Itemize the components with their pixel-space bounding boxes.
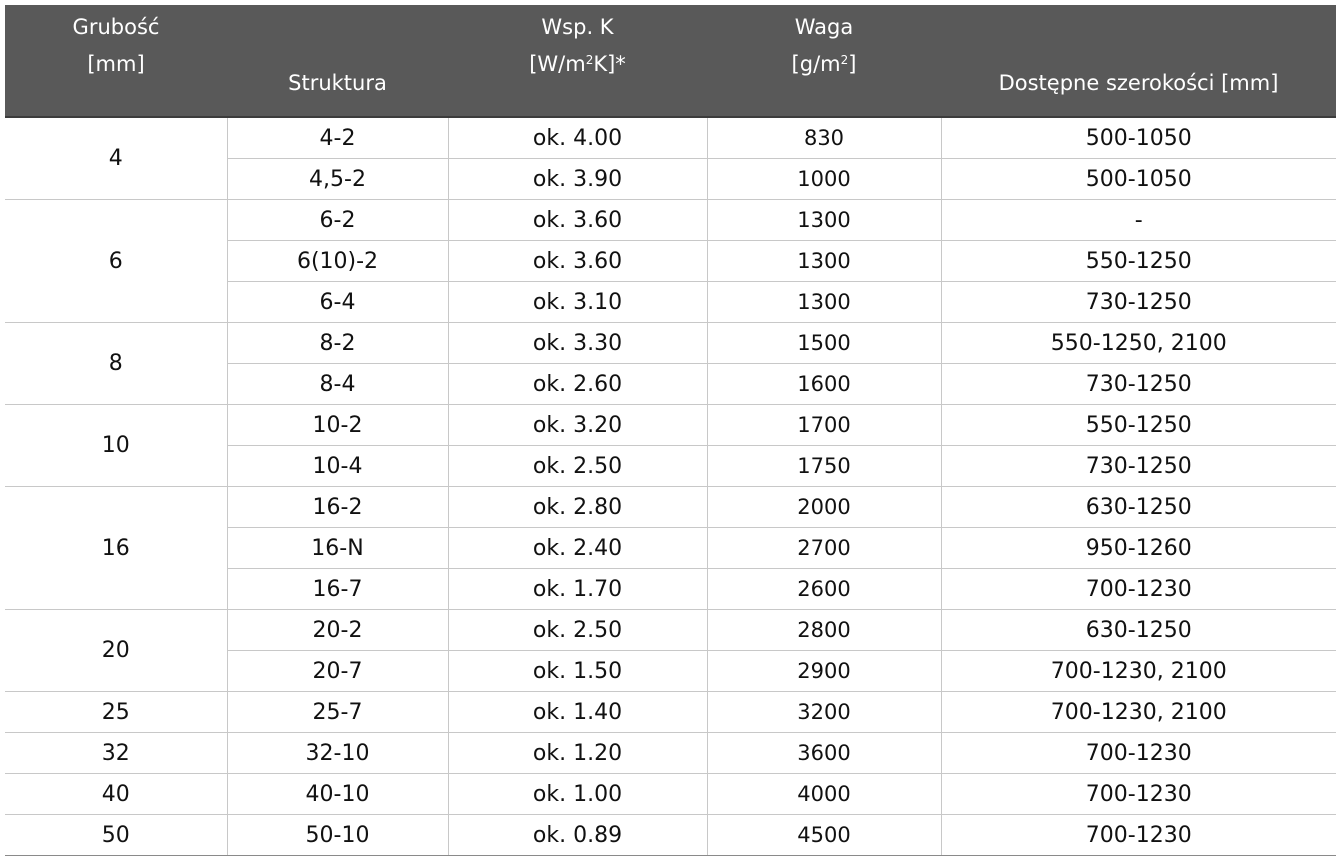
header-k-unit-pre: [W/m: [529, 52, 586, 76]
cell-weight: 1000: [707, 159, 941, 200]
cell-widths: 550-1250: [941, 241, 1336, 282]
cell-structure: 6(10)-2: [227, 241, 448, 282]
table-header: [5, 5, 1336, 117]
table-row: [5, 610, 1336, 651]
table-row: [5, 405, 1336, 446]
cell-k-coefficient: ok. 2.50: [448, 610, 707, 651]
cell-weight: 2800: [707, 610, 941, 651]
cell-widths: 730-1250: [941, 282, 1336, 323]
cell-widths: 630-1250: [941, 610, 1336, 651]
cell-structure: 50-10: [227, 815, 448, 856]
cell-weight: 2900: [707, 651, 941, 692]
cell-widths: 700-1230, 2100: [941, 651, 1336, 692]
header-weight-line2: [707, 46, 941, 83]
cell-weight: 2000: [707, 487, 941, 528]
header-row: [5, 5, 1336, 117]
cell-k-coefficient: ok. 1.40: [448, 692, 707, 733]
cell-widths: 700-1230: [941, 733, 1336, 774]
cell-weight: 4500: [707, 815, 941, 856]
cell-thickness: 40: [5, 774, 227, 815]
cell-structure: 8-4: [227, 364, 448, 405]
cell-weight: 1700: [707, 405, 941, 446]
cell-widths: 630-1250: [941, 487, 1336, 528]
cell-structure: 4,5-2: [227, 159, 448, 200]
table-row: [5, 200, 1336, 241]
cell-thickness: 4: [5, 117, 227, 200]
cell-thickness: 25: [5, 692, 227, 733]
header-weight: [707, 5, 941, 117]
cell-structure: 6-2: [227, 200, 448, 241]
cell-widths: 730-1250: [941, 446, 1336, 487]
cell-weight: 830: [707, 117, 941, 159]
table-row: [5, 774, 1336, 815]
cell-structure: 16-7: [227, 569, 448, 610]
cell-k-coefficient: ok. 2.80: [448, 487, 707, 528]
cell-widths: 500-1050: [941, 117, 1336, 159]
cell-weight: 1500: [707, 323, 941, 364]
cell-widths: -: [941, 200, 1336, 241]
cell-weight: 1300: [707, 200, 941, 241]
header-k-line1: Wsp. K: [541, 15, 614, 39]
header-widths: [941, 5, 1336, 117]
cell-structure: 20-7: [227, 651, 448, 692]
cell-weight: 3200: [707, 692, 941, 733]
cell-weight: 2600: [707, 569, 941, 610]
cell-weight: 1300: [707, 282, 941, 323]
polycarbonate-spec-table: [5, 5, 1336, 856]
cell-thickness: 16: [5, 487, 227, 610]
cell-k-coefficient: ok. 3.20: [448, 405, 707, 446]
cell-weight: 3600: [707, 733, 941, 774]
cell-weight: 2700: [707, 528, 941, 569]
spec-table-container: [5, 5, 1336, 856]
header-weight-unit-sup: 2: [840, 53, 849, 67]
header-k-unit-sup: 2: [585, 53, 594, 67]
cell-k-coefficient: ok. 2.50: [448, 446, 707, 487]
cell-weight: 1600: [707, 364, 941, 405]
cell-k-coefficient: ok. 3.90: [448, 159, 707, 200]
cell-k-coefficient: ok. 2.60: [448, 364, 707, 405]
cell-k-coefficient: ok. 3.30: [448, 323, 707, 364]
cell-widths: 700-1230: [941, 774, 1336, 815]
cell-k-coefficient: ok. 2.40: [448, 528, 707, 569]
table-body: [5, 117, 1336, 856]
table-row: [5, 692, 1336, 733]
cell-widths: 700-1230: [941, 569, 1336, 610]
table-row: [5, 815, 1336, 856]
cell-widths: 950-1260: [941, 528, 1336, 569]
cell-structure: 10-2: [227, 405, 448, 446]
cell-structure: 6-4: [227, 282, 448, 323]
cell-structure: 16-2: [227, 487, 448, 528]
cell-k-coefficient: ok. 1.00: [448, 774, 707, 815]
cell-widths: 700-1230, 2100: [941, 692, 1336, 733]
cell-weight: 4000: [707, 774, 941, 815]
header-structure: [227, 5, 448, 117]
header-thickness: [5, 5, 227, 117]
header-weight-unit-post: ]: [848, 52, 857, 76]
table-row: [5, 733, 1336, 774]
cell-thickness: 20: [5, 610, 227, 692]
cell-widths: 550-1250, 2100: [941, 323, 1336, 364]
cell-k-coefficient: ok. 1.70: [448, 569, 707, 610]
cell-k-coefficient: ok. 3.60: [448, 200, 707, 241]
header-structure-label: Struktura: [288, 71, 387, 95]
cell-thickness: 6: [5, 200, 227, 323]
header-k-unit-post: K]*: [593, 52, 626, 76]
cell-k-coefficient: ok. 4.00: [448, 117, 707, 159]
header-k-coefficient: [448, 5, 707, 117]
table-row: [5, 323, 1336, 364]
cell-thickness: 50: [5, 815, 227, 856]
header-thickness-line2: [mm]: [87, 52, 145, 76]
cell-structure: 40-10: [227, 774, 448, 815]
cell-k-coefficient: ok. 1.20: [448, 733, 707, 774]
header-thickness-line1: Grubość: [72, 15, 160, 39]
table-row: [5, 487, 1336, 528]
table-row: [5, 117, 1336, 159]
cell-k-coefficient: ok. 0.89: [448, 815, 707, 856]
header-weight-line1: Waga: [794, 15, 854, 39]
header-widths-label: Dostępne szerokości [mm]: [998, 71, 1279, 95]
cell-k-coefficient: ok. 1.50: [448, 651, 707, 692]
cell-k-coefficient: ok. 3.10: [448, 282, 707, 323]
cell-structure: 10-4: [227, 446, 448, 487]
cell-thickness: 8: [5, 323, 227, 405]
cell-weight: 1300: [707, 241, 941, 282]
header-weight-unit-pre: [g/m: [791, 52, 841, 76]
cell-thickness: 10: [5, 405, 227, 487]
cell-widths: 700-1230: [941, 815, 1336, 856]
cell-thickness: 32: [5, 733, 227, 774]
cell-structure: 16-N: [227, 528, 448, 569]
cell-weight: 1750: [707, 446, 941, 487]
cell-widths: 500-1050: [941, 159, 1336, 200]
cell-structure: 8-2: [227, 323, 448, 364]
header-k-line2: [448, 46, 707, 83]
cell-widths: 730-1250: [941, 364, 1336, 405]
cell-structure: 20-2: [227, 610, 448, 651]
cell-widths: 550-1250: [941, 405, 1336, 446]
cell-structure: 4-2: [227, 117, 448, 159]
cell-structure: 25-7: [227, 692, 448, 733]
cell-structure: 32-10: [227, 733, 448, 774]
cell-k-coefficient: ok. 3.60: [448, 241, 707, 282]
